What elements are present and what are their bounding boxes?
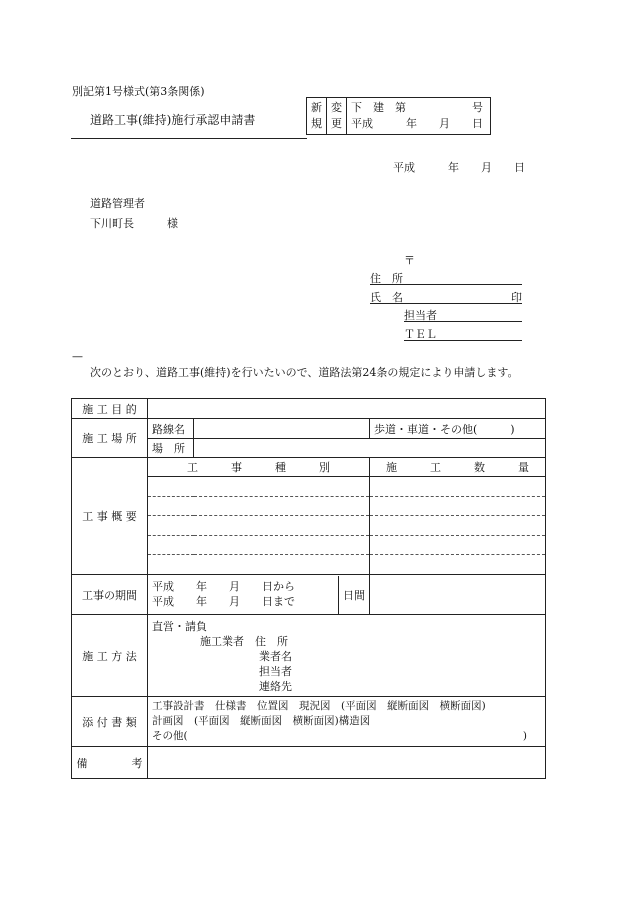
period-dates[interactable]: 平成 年 月 日から 平成 年 月 日まで	[152, 579, 295, 608]
name-line	[370, 292, 522, 304]
tel-line	[404, 329, 522, 341]
period-row	[72, 575, 546, 615]
intro-text: 次のとおり、道路工事(維持)を行いたいので、道路法第24条の規定により申請します。	[90, 366, 519, 379]
remarks-row	[72, 747, 546, 779]
days-field[interactable]	[370, 575, 546, 615]
road-type: 歩道・車道・その他( )	[370, 419, 546, 439]
place-field[interactable]	[194, 439, 546, 458]
kind-cell[interactable]	[148, 497, 370, 516]
kind-cell[interactable]	[148, 477, 370, 497]
place-label: 場 所	[148, 439, 194, 458]
addressee-name: 下川町長 様	[90, 217, 178, 230]
tel-label: ＴＥＬ	[404, 329, 522, 341]
location-label: 施 工 場 所	[72, 419, 148, 458]
number-box	[306, 97, 491, 135]
method-row	[72, 615, 546, 697]
purpose-row	[72, 399, 546, 419]
overview-label: 工 事 概 要	[72, 458, 148, 575]
number-date-cell: 下 建 第 号 平成 年 月 日	[347, 98, 491, 135]
application-date: 平成 年 月 日	[393, 161, 525, 174]
change-cell: 変 更	[327, 98, 347, 135]
remarks-label: 備 考	[72, 747, 148, 779]
quantity-cell[interactable]	[370, 555, 546, 575]
seal-mark: 印	[511, 291, 522, 304]
location-row	[72, 419, 546, 439]
quantity-cell[interactable]	[370, 477, 546, 497]
quantity-cell[interactable]	[370, 516, 546, 536]
title-underline	[71, 138, 307, 139]
person-label: 担当者	[404, 310, 522, 322]
purpose-field[interactable]	[148, 399, 546, 419]
postal-mark: 〒	[404, 254, 415, 267]
kind-cell[interactable]	[148, 536, 370, 555]
quantity-cell[interactable]	[370, 536, 546, 555]
person-line	[404, 310, 522, 322]
kind-cell[interactable]	[148, 516, 370, 536]
new-cell: 新 規	[307, 98, 327, 135]
method-field[interactable]: 直営・請負 施工業者 住 所 業者名 担当者 連絡先	[148, 615, 546, 697]
attachments-row	[72, 697, 546, 747]
name-label: 氏 名	[370, 291, 403, 304]
quantity-header: 施 工 数 量	[370, 458, 546, 477]
days-label: 日間	[338, 576, 369, 614]
address-label: 住 所	[370, 273, 522, 285]
addressee-title: 道路管理者	[90, 197, 145, 210]
overview-header-row	[72, 458, 546, 477]
route-name-label: 路線名	[148, 419, 194, 439]
purpose-label: 施 工 目 的	[72, 399, 148, 419]
method-label: 施 工 方 法	[72, 615, 148, 697]
kind-header: 工 事 種 別	[148, 458, 370, 477]
application-table	[71, 398, 546, 779]
attachments-label: 添 付 書 類	[72, 697, 148, 747]
form-number: 別記第1号様式(第3条関係)	[72, 85, 205, 98]
remarks-field[interactable]	[148, 747, 546, 779]
form-title: 道路工事(維持)施行承認申請書	[90, 113, 256, 127]
route-name-field[interactable]	[194, 419, 370, 439]
attachments-field[interactable]: 工事設計書 仕様書 位置図 現況図 (平面図 縦断面図 横断面図) 計画図 (平面図 縦断面図 横断面図)構造図 その他( )	[148, 697, 546, 747]
intro-mark: —	[72, 350, 83, 363]
kind-cell[interactable]	[148, 555, 370, 575]
period-label: 工事の期間	[72, 575, 148, 615]
quantity-cell[interactable]	[370, 497, 546, 516]
address-line	[370, 273, 522, 285]
